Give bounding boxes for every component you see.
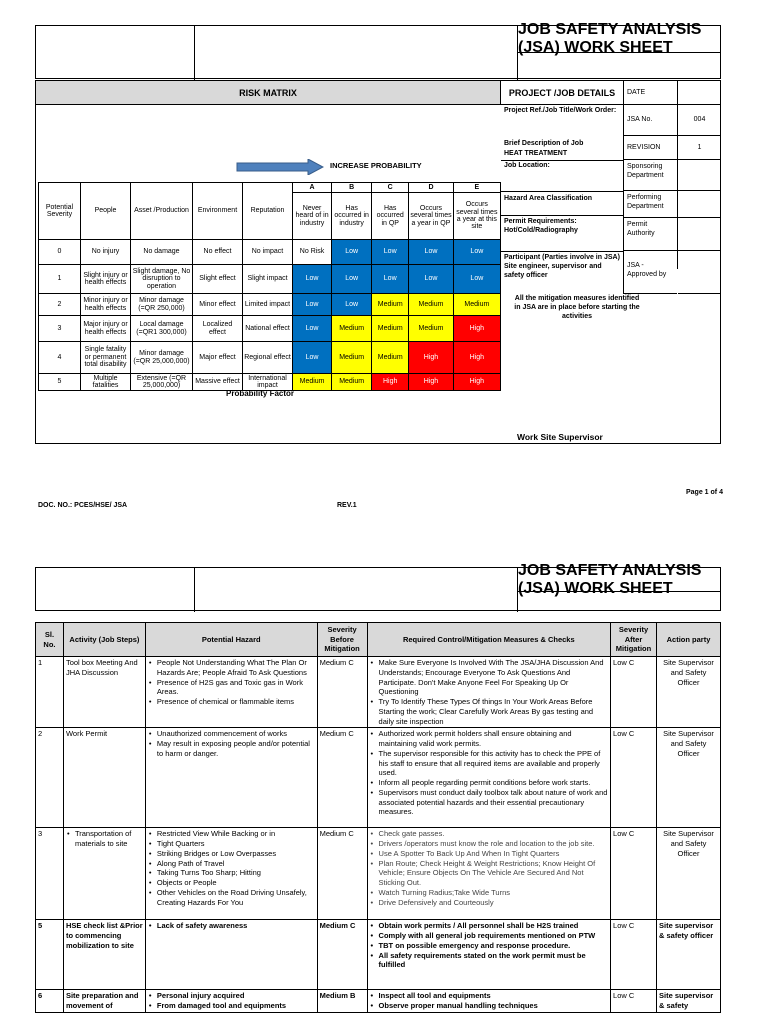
date-value [678, 81, 721, 105]
list-item: • Lack of safety awareness [148, 921, 315, 931]
mitigation-note: All the mitigation measures identified in JSA are in place before starting the activities [514, 295, 640, 321]
risk-level-cell: Low [293, 316, 332, 342]
rm-cell: 0 [39, 240, 81, 265]
rm-cell: Local damage (=QR1 300,000) [131, 316, 193, 342]
rm-cell: Slight effect [193, 265, 243, 294]
jsa-no-value: 004 [678, 105, 721, 136]
cell-party: Site Supervisor and Safety Officer [657, 728, 721, 828]
header-logo-cell [36, 26, 194, 80]
page-title-2: JOB SAFETY ANALYSIS (JSA) WORK SHEET [517, 568, 720, 592]
risk-level-cell: Low [332, 240, 372, 265]
rm-cell: 3 [39, 316, 81, 342]
list-item: • Drivers /operators must know the role and location to the job site. [370, 839, 608, 849]
rm-header: Has occurred in QP [372, 193, 409, 240]
risk-level-cell: Low [453, 265, 500, 294]
permit-label: Permit Requirements: Hot/Cold/Radiography [504, 218, 578, 234]
cell-hazards [145, 920, 317, 990]
risk-level-cell: Low [293, 265, 332, 294]
risk-level-cell: Medium [372, 294, 409, 316]
doc-number: DOC. NO.: PCES/HSE/ JSA [38, 502, 128, 509]
rm-header: Potential Severity [39, 183, 81, 240]
rm-cell: 2 [39, 294, 81, 316]
rm-header: Reputation [243, 183, 293, 240]
risk-level-cell: Low [409, 265, 453, 294]
list-item: • Inspect all tool and equipments [370, 991, 608, 1001]
cell-activity: Tool box Meeting And JHA Discussion [63, 657, 145, 728]
revision-label: REVISION [624, 136, 677, 160]
cell-activity [63, 828, 145, 920]
rm-header: Occurs several times a year at this site [453, 193, 500, 240]
cell-activity: Site preparation and movement of [63, 990, 145, 1013]
performing-dept-label: Performing Department [624, 191, 677, 218]
risk-level-cell: Low [409, 240, 453, 265]
cell-activity: Work Permit [63, 728, 145, 828]
rm-header: Environment [193, 183, 243, 240]
list-item: • Authorized work permit holders shall ensure obtaining and maintaining valid work permits. [370, 729, 608, 749]
list-item: • TBT on possible emergency and response procedure. [370, 941, 608, 951]
list-item: • Try To Identify These Types Of things In Your Work Areas Before Starting the work; Clear Carefully Work Areas By gas testing and daily site inspection [370, 697, 608, 726]
list-item: • Transportation of materials to site [66, 829, 143, 849]
cell-no: 5 [36, 920, 64, 990]
performing-dept-value [678, 191, 721, 218]
list-item: • Along Path of Travel [148, 859, 315, 869]
cell-hazards [145, 828, 317, 920]
rm-cell: Massive effect [193, 374, 243, 391]
cell-after: Low C [611, 920, 657, 990]
cell-after: Low C [611, 728, 657, 828]
project-details [501, 81, 721, 294]
rm-letter: A [293, 183, 332, 193]
cell-measures [367, 920, 610, 990]
increase-probability-label: INCREASE PROBABILITY [330, 161, 422, 170]
cell-measures [367, 728, 610, 828]
rm-letter: E [453, 183, 500, 193]
header-right-cell [194, 568, 517, 612]
column-header: Activity (Job Steps) [63, 623, 145, 657]
column-header: Potential Hazard [145, 623, 317, 657]
rm-cell: No impact [243, 240, 293, 265]
cell-no: 6 [36, 990, 64, 1013]
risk-level-cell: Medium [409, 316, 453, 342]
project-ref-label: Project Ref./Job Title/Work Order: [504, 107, 617, 114]
list-item: • Observe proper manual handling techniques [370, 1001, 608, 1011]
risk-level-cell: High [409, 374, 453, 391]
risk-level-cell: High [453, 316, 500, 342]
cell-sev: Medium C [317, 728, 367, 828]
cell-measures [367, 990, 610, 1013]
list-item: • Make Sure Everyone Is Involved With The JSA/JHA Discussion And Understands; Encourage Everyone To Ask Questions And Participate. Don't Make Anyone Feel For Speaking Up Or Questioning [370, 658, 608, 697]
cell-party: Site supervisor & safety [657, 990, 721, 1013]
cell-party: Site supervisor & safety officer [657, 920, 721, 990]
rm-letter: B [332, 183, 372, 193]
rm-header: Occurs several times a year in QP [409, 193, 453, 240]
risk-level-cell: Medium [372, 342, 409, 374]
work-site-supervisor-label: Work Site Supervisor [517, 432, 603, 442]
table-row [36, 828, 721, 920]
list-item: • Restricted View While Backing or in [148, 829, 315, 839]
page-title: JOB SAFETY ANALYSIS (JSA) WORK SHEET [517, 26, 720, 53]
cell-measures [367, 828, 610, 920]
list-item: • May result in exposing people and/or potential to harm or danger. [148, 739, 315, 759]
rm-cell: Major effect [193, 342, 243, 374]
column-header: Action party [657, 623, 721, 657]
cell-sev: Medium C [317, 920, 367, 990]
rm-cell: 1 [39, 265, 81, 294]
rm-cell: National effect [243, 316, 293, 342]
rm-cell: Minor injury or health effects [81, 294, 131, 316]
worksheet-header-2 [35, 561, 721, 611]
cell-no: 3 [36, 828, 64, 920]
cell-after: Low C [611, 657, 657, 728]
risk-level-cell: Low [372, 265, 409, 294]
column-header: Required Control/Mitigation Measures & Checks [367, 623, 610, 657]
rm-cell: Regional effect [243, 342, 293, 374]
column-header: Sl. No. [36, 623, 64, 657]
risk-level-cell: Low [332, 294, 372, 316]
risk-level-cell: High [372, 374, 409, 391]
risk-level-cell: High [453, 374, 500, 391]
risk-level-cell: Medium [409, 294, 453, 316]
page-number: Page 1 of 4 [686, 489, 723, 496]
rm-header: People [81, 183, 131, 240]
project-details-title: PROJECT /JOB DETAILS [501, 81, 623, 105]
rm-cell: No damage [131, 240, 193, 265]
divider [501, 191, 623, 192]
rm-cell: 5 [39, 374, 81, 391]
rm-cell: Limited impact [243, 294, 293, 316]
risk-level-cell: Medium [372, 316, 409, 342]
revision-number: REV.1 [337, 502, 357, 509]
cell-party: Site Supervisor and Safety Officer [657, 657, 721, 728]
rm-cell: Single fatality or permanent total disability [81, 342, 131, 374]
cell-no: 2 [36, 728, 64, 828]
column-header: Severity Before Mitigation [317, 623, 367, 657]
brief-label: Brief Description of Job [504, 140, 584, 147]
risk-level-cell: Low [453, 240, 500, 265]
list-item: • Striking Bridges or Low Overpasses [148, 849, 315, 859]
risk-level-cell: High [409, 342, 453, 374]
rm-cell: International impact [243, 374, 293, 391]
cell-party: Site Supervisor and Safety Officer [657, 828, 721, 920]
list-item: • From damaged tool and equipments [148, 1001, 315, 1011]
list-item: • Tight Quarters [148, 839, 315, 849]
rm-header: Never heard of in industry [293, 193, 332, 240]
list-item: • Watch Turning Radius;Take Wide Turns [370, 888, 608, 898]
probability-factor-label: Probability Factor [226, 389, 295, 398]
sponsoring-dept-value [678, 160, 721, 191]
column-header: Severity After Mitigation [611, 623, 657, 657]
table-row [36, 990, 721, 1013]
participant-label: Participant (Parties involve in JSA) Site engineer, supervisor and safety officer [504, 254, 620, 279]
list-item: • Supervisors must conduct daily toolbox talk about nature of work and associated potential hazards and their essential precautionary measures. [370, 788, 608, 817]
date-label: DATE [624, 81, 677, 105]
rm-cell: Extensive (=QR 25,000,000) [131, 374, 193, 391]
header-subtitle-cell [517, 592, 720, 612]
permit-authority-value [678, 218, 721, 251]
job-location-label: Job Location: [504, 162, 550, 169]
rm-cell: Slight damage, No disruption to operation [131, 265, 193, 294]
increase-arrow-icon [236, 159, 324, 175]
risk-matrix-title: RISK MATRIX [36, 81, 501, 105]
hazard-area-label: Hazard Area Classification [504, 195, 593, 202]
cell-after: Low C [611, 828, 657, 920]
permit-authority-label: Permit Authority [624, 218, 677, 251]
table-row [36, 920, 721, 990]
sponsoring-dept-label: Sponsoring Department [624, 160, 677, 191]
rm-header: Asset /Production [131, 183, 193, 240]
risk-level-cell: Low [293, 294, 332, 316]
rm-cell: Slight injury or health effects [81, 265, 131, 294]
risk-level-cell: Medium [332, 342, 372, 374]
list-item: • All safety requirements stated on the work permit must be fulfilled [370, 951, 608, 971]
list-item: • People Not Understanding What The Plan Or Hazards Are; People Afraid To Ask Questions [148, 658, 315, 678]
rm-cell: Major injury or health effects [81, 316, 131, 342]
rm-cell: Minor effect [193, 294, 243, 316]
list-item: • Use A Spotter To Back Up And When In Tight Quarters [370, 849, 608, 859]
rm-cell: Minor damage (=QR 250,000) [131, 294, 193, 316]
cell-hazards [145, 657, 317, 728]
jsa-table [35, 622, 721, 1013]
cell-no: 1 [36, 657, 64, 728]
header-right-cell [194, 26, 517, 80]
rm-letter: D [409, 183, 453, 193]
jsa-no-label: JSA No. [624, 105, 677, 136]
risk-level-cell: Medium [453, 294, 500, 316]
cell-hazards [145, 990, 317, 1013]
rm-cell: Multiple fatalities [81, 374, 131, 391]
risk-level-cell: No Risk [293, 240, 332, 265]
cell-sev: Medium B [317, 990, 367, 1013]
list-item: • Presence of H2S gas and Toxic gas in Work Areas. [148, 678, 315, 698]
revision-value: 1 [678, 136, 721, 160]
list-item: • Comply with all general job requirements mentioned on PTW [370, 931, 608, 941]
cell-measures [367, 657, 610, 728]
table-row [36, 657, 721, 728]
risk-matrix-table [38, 182, 501, 391]
table-row [36, 728, 721, 828]
list-item: • Inform all people regarding permit conditions before work starts. [370, 778, 608, 788]
rm-cell: Slight impact [243, 265, 293, 294]
cell-after: Low C [611, 990, 657, 1013]
rm-header: Has occurred in industry [332, 193, 372, 240]
list-item: • Plan Route; Check Height & Weight Restrictions; Know Height Of Vehicle; Ensure Objects On The Vehicle Are Secured And Not Sticking Out. [370, 859, 608, 888]
rm-cell: No effect [193, 240, 243, 265]
list-item: • Other Vehicles on the Road Driving Unsafely, Creating Hazards For You [148, 888, 315, 908]
list-item: • Drive Defensively and Courteously [370, 898, 608, 908]
cell-activity: HSE check list &Prior to commencing mobilization to site [63, 920, 145, 990]
list-item: • Objects or People [148, 878, 315, 888]
header-logo-cell [36, 568, 194, 612]
approved-by-label: JSA - Approved by [624, 251, 677, 294]
rm-cell: 4 [39, 342, 81, 374]
rm-cell: Localized effect [193, 316, 243, 342]
rm-cell: Minor damage (=QR 25,000,000) [131, 342, 193, 374]
risk-level-cell: High [453, 342, 500, 374]
cell-sev: Medium C [317, 657, 367, 728]
list-item: • Unauthorized commencement of works [148, 729, 315, 739]
list-item: • Taking Turns Too Sharp; Hitting [148, 868, 315, 878]
approved-by-value [678, 251, 721, 294]
list-item: • Personal injury acquired [148, 991, 315, 1001]
rm-cell: No injury [81, 240, 131, 265]
list-item: • Check gate passes. [370, 829, 608, 839]
risk-level-cell: Medium [332, 374, 372, 391]
cell-sev: Medium C [317, 828, 367, 920]
rm-letter: C [372, 183, 409, 193]
cell-hazards [145, 728, 317, 828]
risk-level-cell: Low [293, 342, 332, 374]
list-item: • The supervisor responsible for this activity has to check the PPE of his staff to ensure that all required items are available and properly used. [370, 749, 608, 778]
header-subtitle-cell [517, 53, 720, 80]
risk-level-cell: Medium [293, 374, 332, 391]
worksheet-header [35, 21, 721, 79]
heat-treatment-label: HEAT TREATMENT [504, 150, 568, 157]
list-item: • Presence of chemical or flammable items [148, 697, 315, 707]
list-item: • Obtain work permits / All personnel shall be H2S trained [370, 921, 608, 931]
risk-level-cell: Low [332, 265, 372, 294]
risk-level-cell: Low [372, 240, 409, 265]
risk-matrix-box [35, 80, 721, 444]
risk-level-cell: Medium [332, 316, 372, 342]
